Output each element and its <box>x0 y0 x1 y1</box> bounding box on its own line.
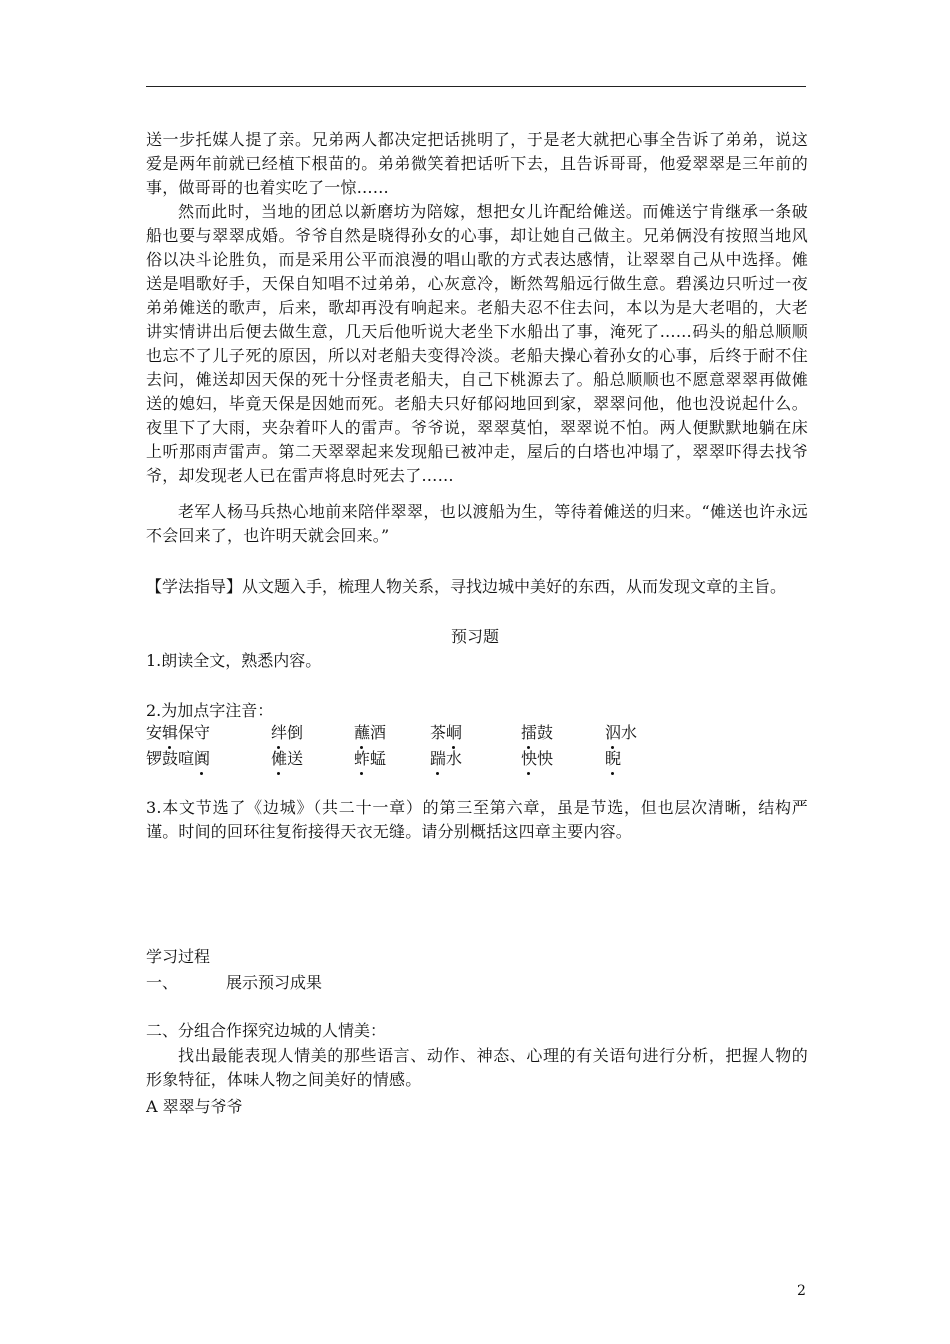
process-title: 学习过程 <box>146 947 211 966</box>
preview-question-2: 2.为加点字注音： <box>146 701 274 720</box>
section-number: 一、 <box>146 973 179 992</box>
pinyin-word: 怏怏 <box>521 749 554 768</box>
pinyin-word: 蘸酒 <box>354 723 387 742</box>
pinyin-word: 茶峒 <box>430 723 463 742</box>
pinyin-word: 绊倒 <box>271 723 304 742</box>
story-paragraph-3: 老军人杨马兵热心地前来陪伴翠翠，也以渡船为生，等待着傩送的归来。“傩送也许永远不会回来了，也许明天就会回来。” <box>146 502 808 545</box>
emphasis-dot <box>200 772 203 775</box>
emphasis-dot <box>436 772 439 775</box>
emphasis-dot <box>360 772 363 775</box>
preview-title: 预习题 <box>450 627 499 646</box>
pinyin-word: 蚱蜢 <box>354 749 387 768</box>
emphasis-dot <box>611 772 614 775</box>
process-section-1 <box>146 972 322 994</box>
pinyin-word: 踹水 <box>430 749 463 768</box>
story-paragraph-1: 送一步托媒人提了亲。兄弟两人都决定把话挑明了，于是老大就把心事全告诉了弟弟，说这爱是两年前就已经植下根苗的。弟弟微笑着把话听下去，且告诉哥哥，他爱翠翠是三年前的事，做哥哥的也着实吃了一惊…… <box>146 130 808 197</box>
story-paragraph-2: 然而此时，当地的团总以新磨坊为陪嫁，想把女儿许配给傩送。而傩送宁肯继承一条破船也要与翠翠成婚。爷爷自然是晓得孙女的心事，却让她自己做主。兄弟俩没有按照当地风俗以决斗论胜负，而是采用公平而浪漫的唱山歌的方式表达感情，让翠翠自己从中选择。傩送是唱歌好手，天保自知唱不过弟弟，心灰意冷，断然驾船远行做生意。碧溪边只听过一夜弟弟傩送的歌声，后来，歌却再没有响起来。老船夫忍不住去问，本以为是大老唱的，大老讲实情讲出后便去做生意，几天后他听说大老坐下水船出了事，淹死了……码头的船总顺顺也忘不了儿子死的原因，所以对老船夫变得冷淡。老船夫操心着孙女的心事，后终于耐不住去问，傩送却因天保的死十分怪责老船夫，自己下桃源去了。船总顺顺也不愿意翠翠再做傩送的媳妇，毕竟天保是因她而死。老船夫只好郁闷地回到家，翠翠问他，他也没说起什么。夜里下了大雨，夹杂着吓人的雷声。爷爷说，翠翠莫怕，翠翠说不怕。两人便默默地躺在床上听那雨声雷声。第二天翠翠起来发现船已被冲走，屋后的白塔也冲塌了，翠翠吓得去找爷爷，却发现老人已在雷声将息时死去了…… <box>146 202 808 485</box>
pinyin-word: 锣鼓喧阗 <box>146 749 211 768</box>
pinyin-word: 傩送 <box>271 749 304 768</box>
pinyin-word: 睨 <box>605 749 622 768</box>
preview-question-1: 1.朗读全文，熟悉内容。 <box>146 651 322 670</box>
section-text: 展示预习成果 <box>226 973 323 992</box>
emphasis-dot <box>527 772 530 775</box>
header-rule <box>146 86 806 87</box>
page-number: 2 <box>797 1283 806 1299</box>
emphasis-dot <box>277 772 280 775</box>
process-section-2-body: 找出最能表现人情美的那些语言、动作、神态、心理的有关语句进行分析，把握人物的形象特征，体味人物之间美好的情感。 <box>146 1046 808 1089</box>
preview-question-3: 3.本文节选了《边城》（共二十一章）的第三至第六章，虽是节选，但也层次清晰，结构严谨。时间的回环往复衔接得天衣无缝。请分别概括这四章主要内容。 <box>146 798 808 841</box>
pinyin-word: 擂鼓 <box>521 723 554 742</box>
study-guide: 【学法指导】从文题入手，梳理人物关系，寻找边城中美好的东西，从而发现文章的主旨。 <box>146 577 787 596</box>
pinyin-word: 泅水 <box>605 723 638 742</box>
subsection-a: A 翠翠与爷爷 <box>146 1097 243 1116</box>
process-section-2: 二、分组合作探究边城的人情美： <box>146 1021 387 1040</box>
pinyin-word: 安辑保守 <box>146 723 211 742</box>
